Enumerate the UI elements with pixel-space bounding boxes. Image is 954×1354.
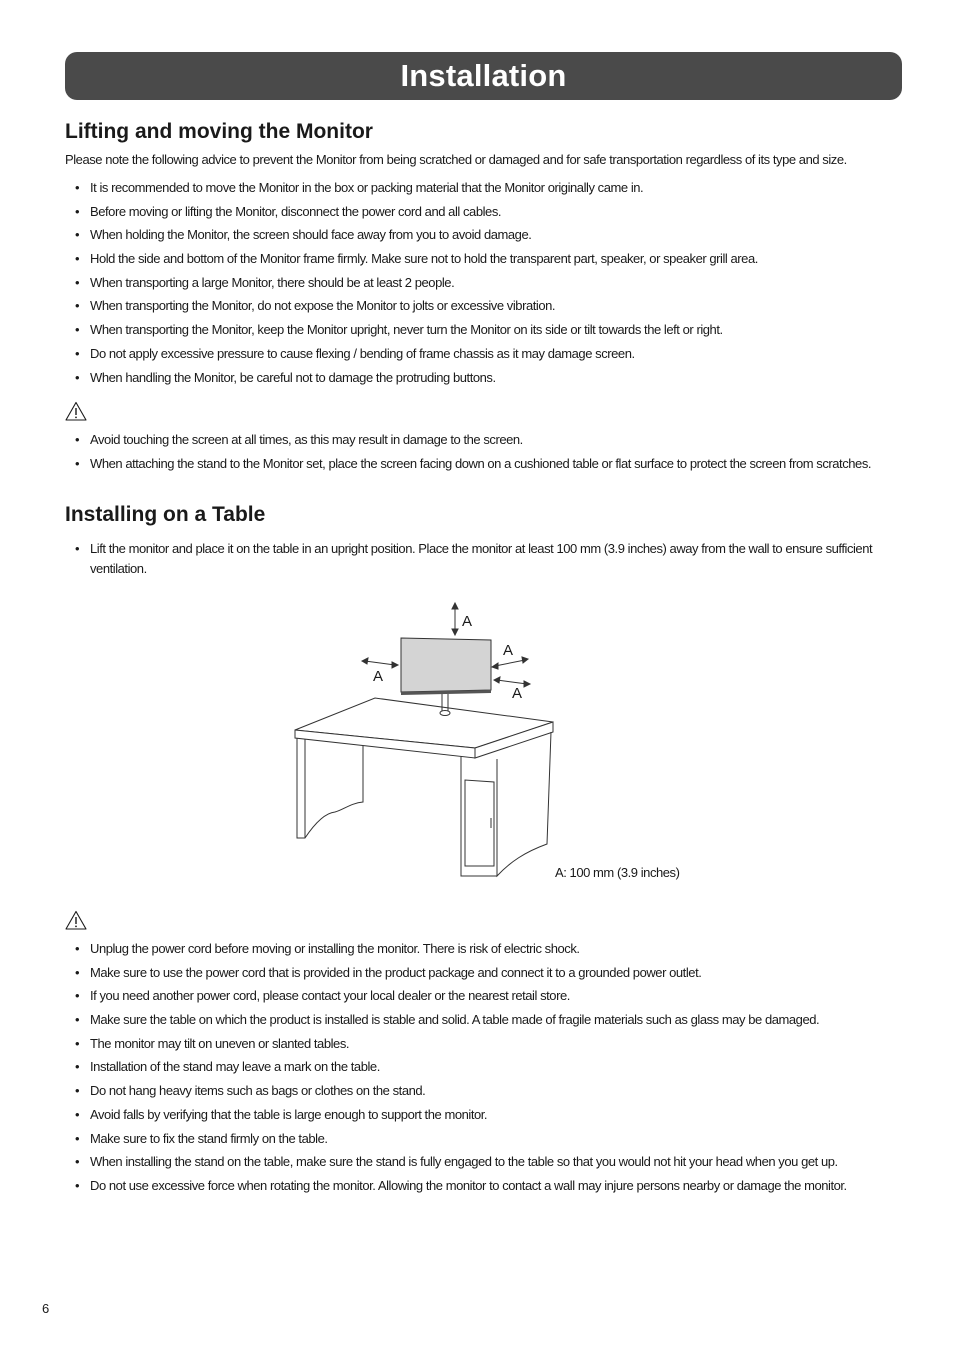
list-item: • The monitor may tilt on uneven or slanted tables. [65, 1036, 885, 1052]
page-number: 6 [42, 1301, 50, 1316]
clearance-label-left: A [373, 668, 384, 685]
section-heading-lifting: Lifting and moving the Monitor [65, 120, 373, 143]
page-title-banner: Installation [65, 52, 902, 100]
list-item: • Avoid touching the screen at all times, as this may result in damage to the screen. [65, 432, 885, 448]
caution-triangle-icon [65, 401, 87, 421]
list-item: • When attaching the stand to the Monitor set, place the screen facing down on a cushioned table or flat surface to protect the screen from scratches. [65, 456, 885, 472]
list-item: • When transporting a large Monitor, there should be at least 2 people. [65, 275, 885, 291]
list-item: • Unplug the power cord before moving or installing the monitor. There is risk of electric shock. [65, 941, 885, 957]
intro-text: Please note the following advice to prevent the Monitor from being scratched or damaged and for safe transportation regardless of its type and size. [65, 152, 847, 167]
lifting-advice-list [65, 180, 885, 393]
figure-caption: A: 100 mm (3.9 inches) [555, 865, 680, 880]
list-item: • Do not use excessive force when rotating the monitor. Allowing the monitor to contact a wall may injure persons nearby or damage the monitor. [65, 1178, 885, 1194]
list-item: • When transporting the Monitor, do not expose the Monitor to jolts or excessive vibration. [65, 298, 885, 314]
list-item: • Do not apply excessive pressure to cause flexing / bending of frame chassis as it may damage screen. [65, 346, 885, 362]
list-item: • Make sure to fix the stand firmly on the table. [65, 1131, 885, 1147]
list-item: • When installing the stand on the table, make sure the stand is fully engaged to the table so that you would not hit your head when you get up. [65, 1154, 885, 1170]
caution-list-lifting [65, 432, 885, 479]
list-item: • It is recommended to move the Monitor in the box or packing material that the Monitor originally came in. [65, 180, 885, 196]
clearance-label-top: A [462, 613, 473, 630]
list-item: • Make sure the table on which the product is installed is stable and solid. A table made of fragile materials such as glass may be damaged. [65, 1012, 885, 1028]
section-heading-table: Installing on a Table [65, 503, 266, 526]
table-install-list [65, 539, 895, 587]
list-item: • Avoid falls by verifying that the table is large enough to support the monitor. [65, 1107, 885, 1123]
list-item: • When holding the Monitor, the screen should face away from you to avoid damage. [65, 227, 885, 243]
monitor-on-table-illustration [285, 598, 575, 883]
list-item: • Before moving or lifting the Monitor, disconnect the power cord and all cables. [65, 204, 885, 220]
caution-triangle-icon [65, 910, 87, 930]
list-item: • If you need another power cord, please contact your local dealer or the nearest retail store. [65, 988, 885, 1004]
clearance-label-back: A [503, 642, 514, 659]
list-item: • When transporting the Monitor, keep the Monitor upright, never turn the Monitor on its side or tilt towards the left or right. [65, 322, 885, 338]
list-item: • Do not hang heavy items such as bags or clothes on the stand. [65, 1083, 885, 1099]
list-item: • Installation of the stand may leave a mark on the table. [65, 1059, 885, 1075]
caution-list-table [65, 941, 885, 1202]
list-item: • Lift the monitor and place it on the table in an upright position. Place the monitor at least 100 mm (3.9 inches) away from the wall to ensure sufficient ventilation. [65, 539, 895, 579]
list-item: • Make sure to use the power cord that is provided in the product package and connect it to a grounded power outlet. [65, 965, 885, 981]
list-item: • Hold the side and bottom of the Monitor frame firmly. Make sure not to hold the transparent part, speaker, or speaker grill area. [65, 251, 885, 267]
clearance-label-right: A [512, 685, 523, 702]
list-item: • When handling the Monitor, be careful not to damage the protruding buttons. [65, 370, 885, 386]
